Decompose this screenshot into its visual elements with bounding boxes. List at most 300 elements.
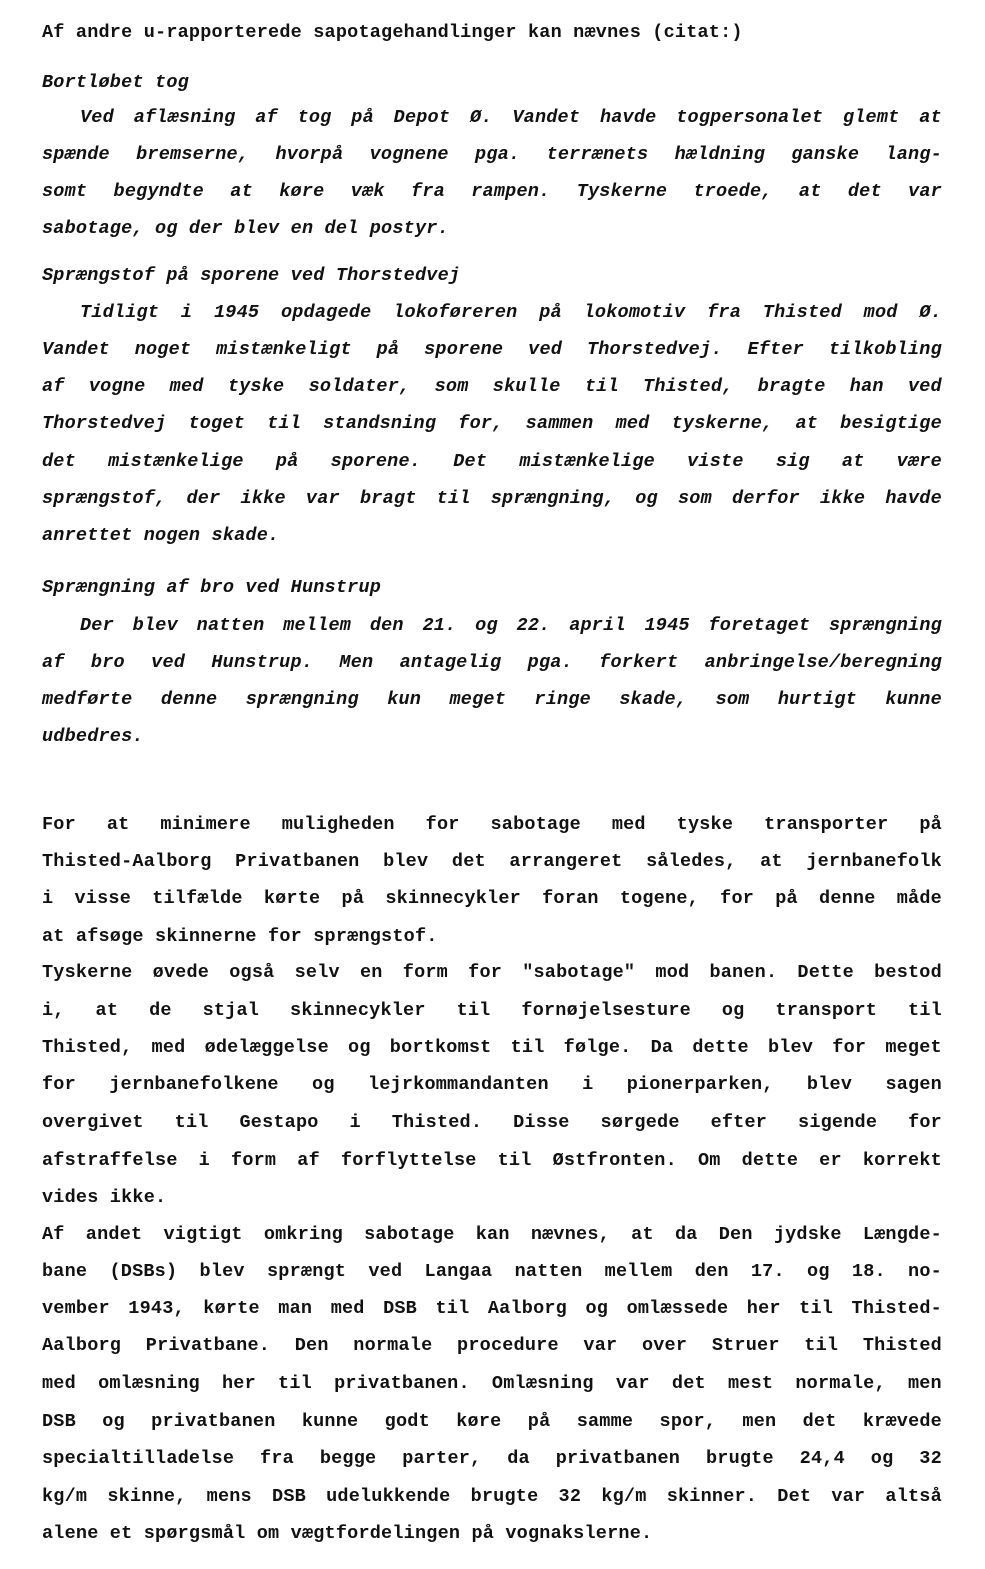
word: bestod xyxy=(874,962,942,983)
word: jernbanefolk xyxy=(806,851,942,872)
word: dette xyxy=(692,1037,749,1058)
word: forflyttelse xyxy=(340,1150,477,1171)
word: til xyxy=(584,376,619,397)
word: de xyxy=(149,1000,172,1021)
word: Tyskerne xyxy=(576,181,668,202)
word: for xyxy=(425,814,460,835)
word: ganske xyxy=(791,144,860,165)
word: samme xyxy=(576,1411,634,1432)
body-line xyxy=(42,813,942,837)
section-line xyxy=(42,412,942,436)
word: terrænets xyxy=(546,144,649,165)
word: andet xyxy=(85,1224,143,1245)
body-line xyxy=(42,850,942,874)
word: vember xyxy=(42,1298,110,1319)
word: i xyxy=(42,888,54,909)
word: godt xyxy=(384,1411,430,1432)
word: Vandet xyxy=(512,107,581,128)
word: specialtilladelse xyxy=(42,1448,235,1469)
word: Gestapo xyxy=(239,1112,319,1133)
word: blev xyxy=(383,851,429,872)
word: med xyxy=(611,814,646,835)
word: standsning xyxy=(323,413,437,434)
section-line xyxy=(42,487,942,511)
word: Struer xyxy=(711,1335,780,1356)
word: at xyxy=(760,851,783,872)
word: at xyxy=(919,107,942,128)
body-line xyxy=(42,1372,942,1396)
word: her xyxy=(746,1298,781,1319)
word: sprængstof, xyxy=(42,488,167,509)
word: ved xyxy=(151,652,186,673)
word: altså xyxy=(885,1486,942,1507)
word: efter xyxy=(710,1112,768,1133)
word: Hunstrup. xyxy=(211,652,314,673)
body-line xyxy=(42,961,942,985)
word: og xyxy=(870,1448,894,1469)
body-line xyxy=(42,1297,942,1321)
word: denne xyxy=(819,888,876,909)
word: tog xyxy=(297,107,332,128)
word: på xyxy=(775,888,798,909)
word: omkring xyxy=(263,1224,343,1245)
word: ringe xyxy=(534,689,591,710)
word: med xyxy=(151,1037,186,1058)
word: antagelig xyxy=(399,652,502,673)
word: Tyskerne xyxy=(42,962,133,983)
word: at xyxy=(106,814,130,835)
word: derfor xyxy=(732,488,800,509)
word: kunne xyxy=(885,689,942,710)
word: omlæssede xyxy=(626,1298,729,1319)
word: er xyxy=(819,1150,842,1171)
word: tyske xyxy=(227,376,285,397)
intro-line: Af andre u-rapporterede sapotagehandlinger kan nævnes (citat:) xyxy=(42,22,743,43)
word: sporene xyxy=(424,339,504,360)
word: han xyxy=(849,376,884,397)
word: lang- xyxy=(885,144,942,165)
word: det xyxy=(671,1373,706,1394)
word: til xyxy=(174,1112,209,1133)
word: Thisted- xyxy=(851,1298,942,1319)
word: skinnecykler xyxy=(290,1000,426,1021)
word: Ø. xyxy=(469,107,493,128)
word: selv xyxy=(294,962,340,983)
word: Disse xyxy=(513,1112,570,1133)
word: da xyxy=(674,1224,698,1245)
word: var xyxy=(615,1373,650,1394)
word: natten xyxy=(514,1261,583,1282)
word: 32 xyxy=(919,1448,942,1469)
word: foretaget xyxy=(708,615,811,636)
word: bremserne, xyxy=(136,144,250,165)
word: og xyxy=(475,615,498,636)
word: Den xyxy=(294,1335,329,1356)
word: mistænkelige xyxy=(519,451,655,472)
word: 24,4 xyxy=(799,1448,845,1469)
word: med xyxy=(169,376,204,397)
word: privatbanen xyxy=(151,1411,276,1432)
word: form xyxy=(231,1150,277,1171)
word: over xyxy=(641,1335,688,1356)
word: til xyxy=(435,1298,470,1319)
word: Der xyxy=(80,615,114,636)
word: Det xyxy=(777,1486,812,1507)
word: af xyxy=(297,1150,320,1171)
word: sagen xyxy=(885,1074,942,1095)
word: brugte xyxy=(470,1486,539,1507)
word: mellem xyxy=(604,1261,673,1282)
word: parter, xyxy=(402,1448,482,1469)
word: sprængt xyxy=(267,1261,347,1282)
word: hurtigt xyxy=(777,689,857,710)
word: blev xyxy=(132,615,178,636)
word: spor, xyxy=(659,1411,717,1432)
word: kørte xyxy=(203,1298,260,1319)
word: mest xyxy=(727,1373,774,1394)
word: ved xyxy=(528,339,563,360)
body-line: alene et spørgsmål om vægtfordelingen på vognakslerne. xyxy=(42,1523,653,1544)
word: normale xyxy=(353,1335,433,1356)
word: havde xyxy=(885,488,942,509)
word: bragt xyxy=(359,488,417,509)
section-line xyxy=(42,688,942,712)
word: det xyxy=(847,181,882,202)
word: og xyxy=(348,1037,371,1058)
body-line xyxy=(42,1223,942,1247)
word: i xyxy=(198,1150,210,1171)
word: som xyxy=(715,689,750,710)
word: "sabotage" xyxy=(522,962,636,983)
word: på xyxy=(341,888,365,909)
word: lejrkommandanten xyxy=(367,1074,549,1095)
word: Da xyxy=(650,1037,674,1058)
word: blev xyxy=(199,1261,245,1282)
word: noget xyxy=(134,339,192,360)
word: 22. xyxy=(516,615,551,636)
word: Det xyxy=(453,451,488,472)
word: da xyxy=(507,1448,530,1469)
word: visse xyxy=(74,888,132,909)
word: med xyxy=(615,413,650,434)
word: og xyxy=(635,488,658,509)
word: muligheden xyxy=(281,814,395,835)
word: Aalborg xyxy=(42,1335,122,1356)
word: ødelæggelse xyxy=(204,1037,329,1058)
word: 18. xyxy=(851,1261,886,1282)
word: i, xyxy=(42,1000,65,1021)
word: Privatbanen xyxy=(235,851,360,872)
word: her xyxy=(221,1373,256,1394)
word: form xyxy=(402,962,448,983)
word: hvorpå xyxy=(275,144,344,165)
word: sabotage xyxy=(490,814,581,835)
word: følge. xyxy=(563,1037,632,1058)
word: der xyxy=(186,488,221,509)
body-line xyxy=(42,1334,942,1358)
word: til xyxy=(456,1000,491,1021)
word: vogne xyxy=(88,376,146,397)
word: af xyxy=(255,107,278,128)
word: Omlæsning xyxy=(491,1373,594,1394)
word: var xyxy=(908,181,942,202)
word: vigtigt xyxy=(163,1224,243,1245)
word: pga. xyxy=(475,144,521,165)
word: havde xyxy=(599,107,657,128)
word: Thisted, xyxy=(42,1037,133,1058)
body-line xyxy=(42,887,942,911)
section-line xyxy=(42,651,942,675)
word: 32 xyxy=(558,1486,582,1507)
word: en xyxy=(360,962,383,983)
word: kan xyxy=(475,1224,510,1245)
word: DSB xyxy=(272,1486,306,1507)
word: kg/m xyxy=(601,1486,647,1507)
word: til xyxy=(804,1335,839,1356)
word: med xyxy=(42,1373,76,1394)
word: for xyxy=(720,888,755,909)
word: Thisted-Aalborg xyxy=(42,851,212,872)
word: og xyxy=(312,1074,335,1095)
word: kun xyxy=(387,689,422,710)
word: for, xyxy=(458,413,504,434)
word: Vandet xyxy=(42,339,110,360)
word: Thisted, xyxy=(643,376,734,397)
word: overgivet xyxy=(42,1112,144,1133)
word: begge xyxy=(319,1448,377,1469)
word: til xyxy=(436,488,471,509)
word: opdagede xyxy=(280,302,372,323)
body-line xyxy=(42,1073,942,1097)
word: normale, xyxy=(795,1373,886,1394)
word: pga. xyxy=(527,652,573,673)
word: Dette xyxy=(797,962,854,983)
word: mistænkeligt xyxy=(216,339,352,360)
word: 1943, xyxy=(128,1298,185,1319)
section-line xyxy=(42,338,942,362)
word: nævnes, xyxy=(530,1224,610,1245)
word: og xyxy=(721,1000,745,1021)
word: mellem xyxy=(283,615,352,636)
word: april xyxy=(569,615,626,636)
word: no- xyxy=(908,1261,942,1282)
word: tyske xyxy=(676,814,734,835)
word: bragte xyxy=(757,376,826,397)
word: Men xyxy=(339,652,374,673)
word: togpersonalet xyxy=(676,107,824,128)
word: 21. xyxy=(422,615,457,636)
word: banen. xyxy=(709,962,778,983)
word: Depot xyxy=(393,107,451,128)
word: mod xyxy=(655,962,690,983)
section-line xyxy=(80,301,942,325)
word: Østfronten. xyxy=(552,1150,677,1171)
word: lokoføreren xyxy=(393,302,518,323)
word: Thisted xyxy=(862,1335,942,1356)
word: Thorstedvej xyxy=(42,413,167,434)
word: måde xyxy=(896,888,942,909)
word: skinner. xyxy=(666,1486,758,1507)
word: på xyxy=(527,1411,551,1432)
word: natten xyxy=(196,615,265,636)
word: Langaa xyxy=(424,1261,493,1282)
word: fra xyxy=(707,302,741,323)
word: blev xyxy=(806,1074,853,1095)
word: mens xyxy=(206,1486,252,1507)
word: (DSBs) xyxy=(109,1261,178,1282)
word: til xyxy=(510,1037,545,1058)
word: 1945 xyxy=(644,615,690,636)
word: stjal xyxy=(202,1000,260,1021)
word: 17. xyxy=(750,1261,785,1282)
word: og xyxy=(585,1298,609,1319)
word: kørte xyxy=(263,888,321,909)
word: kunne xyxy=(301,1411,359,1432)
word: ikke xyxy=(240,488,286,509)
word: sig xyxy=(775,451,810,472)
word: sprængning, xyxy=(490,488,616,509)
word: til xyxy=(267,413,301,434)
word: transporter xyxy=(764,814,889,835)
section-line xyxy=(80,106,942,130)
word: som xyxy=(677,488,712,509)
word: dette xyxy=(741,1150,799,1171)
word: meget xyxy=(449,689,507,710)
word: sabotage xyxy=(364,1224,455,1245)
word: sigende xyxy=(798,1112,878,1133)
word: minimere xyxy=(160,814,251,835)
section-heading: Sprængstof på sporene ved Thorstedvej xyxy=(42,265,461,286)
word: mod xyxy=(863,302,898,323)
word: men xyxy=(742,1411,777,1432)
word: var xyxy=(305,488,340,509)
word: besigtige xyxy=(840,413,942,434)
word: Thisted xyxy=(762,302,842,323)
word: Den xyxy=(718,1224,753,1245)
word: tilfælde xyxy=(152,888,243,909)
word: DSB xyxy=(383,1298,417,1319)
word: til xyxy=(278,1373,312,1394)
word: kg/m xyxy=(42,1486,88,1507)
word: øvede xyxy=(152,962,210,983)
word: skinnecykler xyxy=(385,888,521,909)
word: Af xyxy=(42,1224,65,1245)
word: DSB xyxy=(42,1411,76,1432)
body-line xyxy=(42,1447,942,1471)
word: procedure xyxy=(457,1335,559,1356)
section-line xyxy=(80,614,942,638)
word: Længde- xyxy=(862,1224,942,1245)
word: arrangeret xyxy=(509,851,623,872)
body-line xyxy=(42,1260,942,1284)
word: ikke xyxy=(820,488,866,509)
word: ved xyxy=(368,1261,403,1282)
section-line xyxy=(42,375,942,399)
word: mistænkelige xyxy=(108,451,244,472)
body-line: at afsøge skinnerne for sprængstof. xyxy=(42,926,438,947)
word: på xyxy=(351,107,374,128)
word: Aalborg xyxy=(487,1298,567,1319)
word: forkert xyxy=(599,652,679,673)
word: i xyxy=(582,1074,594,1095)
word: fra xyxy=(411,181,445,202)
word: privatbanen. xyxy=(334,1373,470,1394)
word: var xyxy=(583,1335,618,1356)
word: medførte xyxy=(42,689,133,710)
word: fornøjelsesture xyxy=(521,1000,691,1021)
word: somt xyxy=(42,181,88,202)
word: bro xyxy=(90,652,125,673)
body-line xyxy=(42,999,942,1023)
word: således, xyxy=(646,851,737,872)
word: på xyxy=(376,339,400,360)
word: fra xyxy=(260,1448,294,1469)
word: lokomotiv xyxy=(583,302,686,323)
word: viste xyxy=(687,451,744,472)
word: troede, xyxy=(693,181,773,202)
body-line xyxy=(42,1149,942,1173)
word: 1945 xyxy=(213,302,260,323)
word: krævede xyxy=(862,1411,942,1432)
word: det xyxy=(42,451,76,472)
word: bortkomst xyxy=(389,1037,492,1058)
word: sporene. xyxy=(330,451,422,472)
body-line xyxy=(42,1036,942,1060)
word: sørgede xyxy=(600,1112,680,1133)
word: anbringelse/beregning xyxy=(704,652,942,673)
body-line xyxy=(42,1485,942,1509)
word: afstraffelse xyxy=(42,1150,178,1171)
word: køre xyxy=(456,1411,502,1432)
word: men xyxy=(907,1373,942,1394)
body-line: vides ikke. xyxy=(42,1187,167,1208)
word: for xyxy=(42,1074,76,1095)
word: som xyxy=(434,376,469,397)
section-heading: Sprængning af bro ved Hunstrup xyxy=(42,577,382,598)
word: jernbanefolkene xyxy=(109,1074,279,1095)
word: foran xyxy=(542,888,599,909)
word: væk xyxy=(350,181,385,202)
word: Thorstedvej. xyxy=(586,339,723,360)
word: Tidligt xyxy=(80,302,160,323)
word: på xyxy=(919,814,942,835)
word: og xyxy=(807,1261,830,1282)
word: at xyxy=(95,1000,119,1021)
word: omlæsning xyxy=(98,1373,200,1394)
word: til xyxy=(497,1150,532,1171)
word: den xyxy=(694,1261,729,1282)
section-line xyxy=(42,450,942,474)
word: af xyxy=(42,376,65,397)
body-line xyxy=(42,1111,942,1135)
word: for xyxy=(832,1037,867,1058)
word: at xyxy=(798,181,822,202)
word: ved xyxy=(907,376,942,397)
word: Om xyxy=(697,1150,721,1171)
word: toget xyxy=(188,413,245,434)
section-line: anrettet nogen skade. xyxy=(42,525,280,546)
word: at xyxy=(795,413,819,434)
word: også xyxy=(229,962,275,983)
word: denne xyxy=(160,689,218,710)
word: sprængning xyxy=(245,689,359,710)
word: på xyxy=(275,451,299,472)
section-line xyxy=(42,180,942,204)
word: i xyxy=(180,302,193,323)
word: transport xyxy=(775,1000,878,1021)
word: for xyxy=(908,1112,942,1133)
word: skade, xyxy=(619,689,688,710)
